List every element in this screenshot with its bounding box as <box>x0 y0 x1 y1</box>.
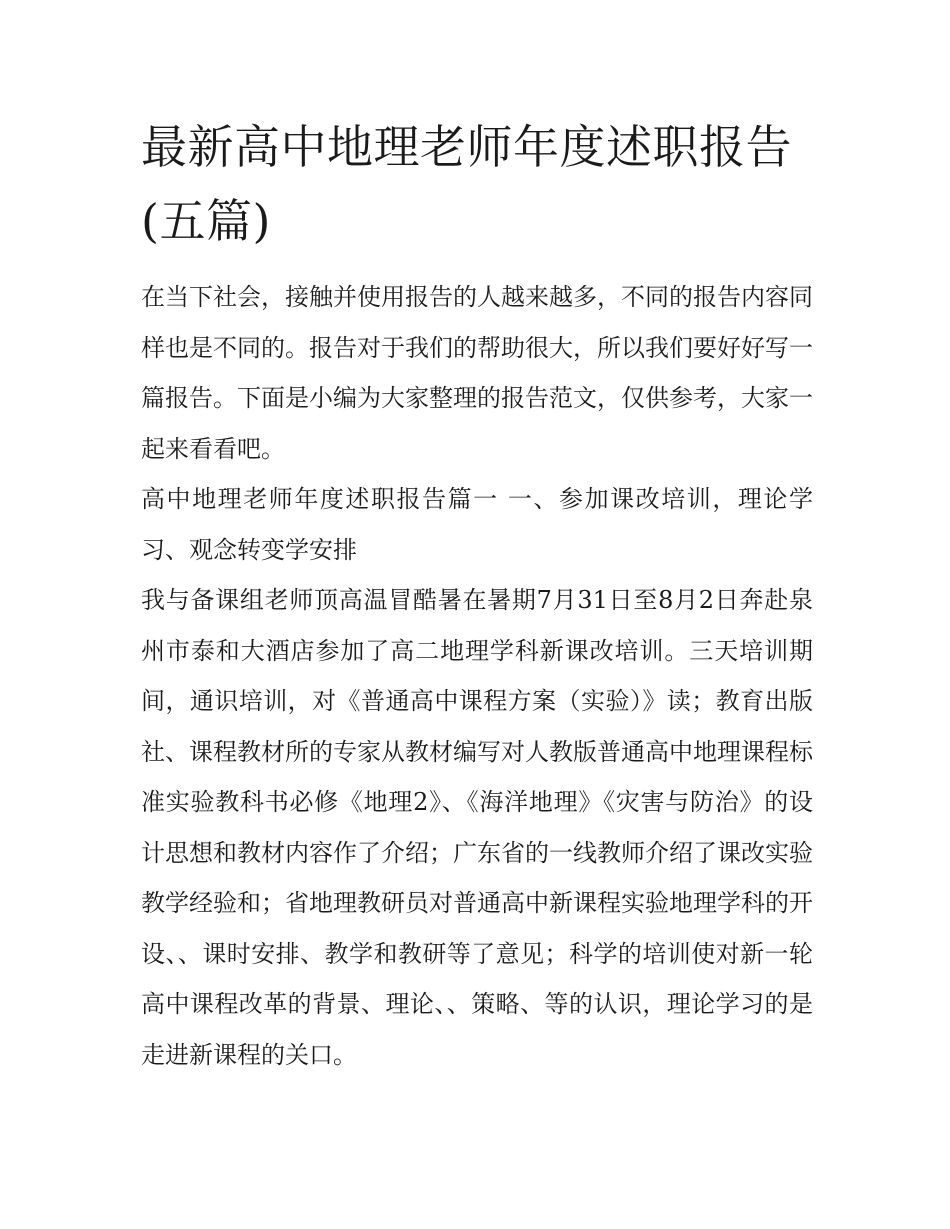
body-paragraph: 我与备课组老师顶高温冒酷暑在暑期7月31日至8月2日奔赴泉州市泰和大酒店参加了高二地理学科新课改培训。三天培训期间，通识培训，对《普通高中课程方案（实验）》读；教育出版社、课程教材所的专家从教材编写对人教版普通高中地理课程标准实验教科书必修《地理2》、《海洋地理》《灾害与防治》的设计思想和教材内容作了介绍；广东省的一线教师介绍了课改实验教学经验和；省地理教研员对普通高中新课程实验地理学科的开设、、课时安排、教学和教研等了意见；科学的培训使对新一轮高中课程改革的背景、理论、、策略、等的认识，理论学习的是走进新课程的关口。 <box>141 586 813 1069</box>
document-body <box>141 110 813 1080</box>
intro-paragraph: 在当下社会，接触并使用报告的人越来越多，不同的报告内容同样也是不同的。报告对于我们的帮助很大，所以我们要好好写一篇报告。下面是小编为大家整理的报告范文，仅供参考，大家一起来看看吧。 <box>141 283 813 463</box>
section-heading-paragraph: 高中地理老师年度述职报告篇一 一、参加课改培训，理论学习、观念转变学安排 <box>141 485 813 564</box>
document-title: 最新高中地理老师年度述职报告(五篇) <box>141 120 792 248</box>
